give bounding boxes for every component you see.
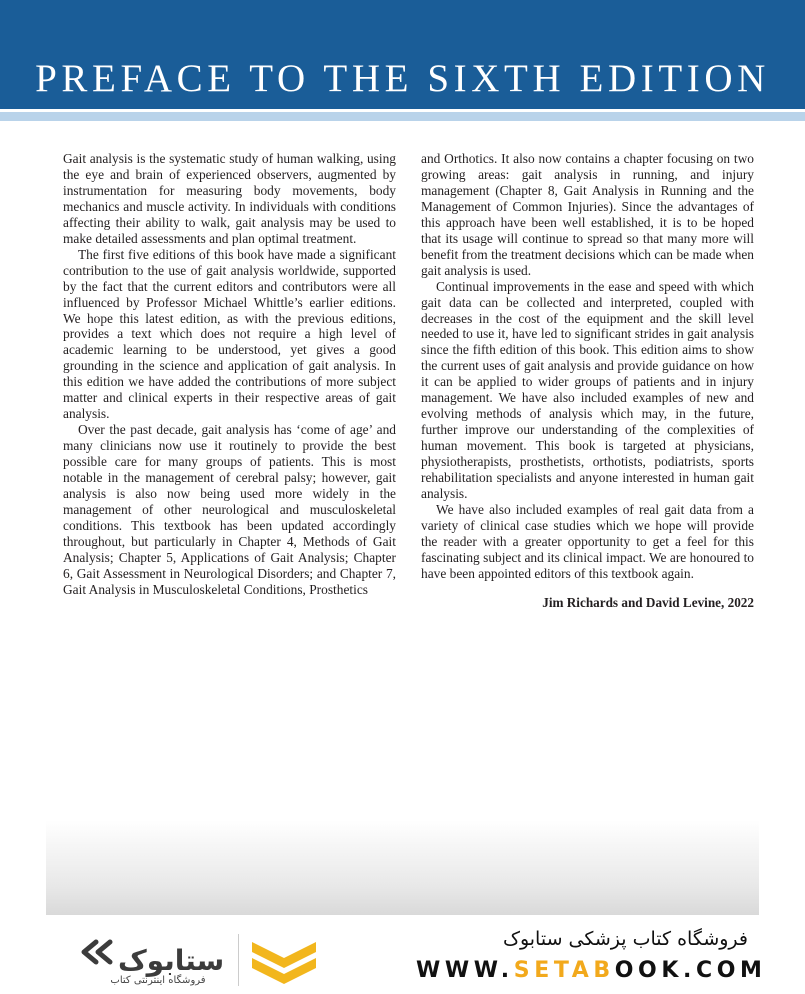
url-prefix: WWW. bbox=[416, 958, 514, 983]
paragraph-2: The first five editions of this book have made a significant contribution to the use of gait analysis worldwide, supported by the fact that the current editors and contributors were all influenced by Professor Michael Whittle’s earlier editions. We hope this latest edition, as with the previous editions, provides a text which does not require a high level of academic learning to be understood, yet gives a good grounding in the science and application of gait analysis. In this edition we have added the contributions of more subject matter and clinical experts in their respective areas of gait analysis. bbox=[63, 246, 396, 422]
store-url-link[interactable] bbox=[416, 958, 767, 983]
right-column bbox=[421, 151, 754, 611]
paragraph-5: We have also included examples of real gait data from a variety of clinical case studies which we hope will provide the reader with a greater opportunity to get a feel for this fascinating subject and its clinical impact. We are honoured to have been appointed editors of this textbook again. bbox=[421, 501, 754, 581]
url-suffix: OOK.COM bbox=[614, 958, 767, 983]
logo-subtitle: فروشگاه اینترنتی کتاب bbox=[110, 975, 206, 986]
store-name: فروشگاه کتاب پزشکی ستابوک bbox=[502, 928, 748, 950]
url-accent-b: B bbox=[593, 958, 615, 983]
paragraph-4: Continual improvements in the ease and speed with which gait data can be collected and interpreted, coupled with decreases in the cost of the equipment and the skill level needed to use it, have led to significant strides in gait analysis since the fifth edition of this book. This edition aims to show the current uses of gait analysis and provide guidance on how it can be applied to wider groups of patients and in injury management. We have also included examples of new and evolving methods of analysis which may, in the future, further improve our understanding of the complexities of human movement. This book is targeted at physicians, physiotherapists, prosthetists, orthotists, podiatrists, sports rehabilitation specialists and anyone interested in human gait analysis. bbox=[421, 278, 754, 502]
logo-divider bbox=[238, 934, 239, 986]
logo-wordmark: ستابوک bbox=[118, 944, 225, 977]
footer-fade bbox=[46, 820, 759, 915]
header-stripe bbox=[0, 112, 805, 121]
paragraph-3: Over the past decade, gait analysis has ‘come of age’ and many clinicians now use it routinely to provide the best possible care for many groups of patients. This is most notable in the management of cerebral palsy; however, gait analysis is also now being used more widely in the management of other neurological and musculoskeletal conditions. This textbook has been updated accordingly throughout, but particularly in Chapter 4, Methods of Gait Analysis; Chapter 5, Applications of Gait Analysis; Chapter 6, Gait Assessment in Neurological Disorders; and Chapter 7, Gait Analysis in Musculoskeletal Conditions, Prosthetics bbox=[63, 422, 396, 597]
left-column bbox=[63, 151, 396, 598]
paragraph-3-continued: and Orthotics. It also now contains a chapter focusing on two growing areas: gait analysis in running, and injury management (Chapter 8, Gait Analysis in Running and the Management of Common Injuries). Since the advantages of this approach have been well established, it is to be hoped that its usage will continue to spread so that many more will benefit from the treatment decisions which can be made when gait analysis is used. bbox=[421, 151, 754, 278]
url-accent-seta: SETA bbox=[513, 958, 594, 983]
signature: Jim Richards and David Levine, 2022 bbox=[542, 594, 754, 610]
paragraph-1: Gait analysis is the systematic study of human walking, using the eye and brain of experienced observers, augmented by instrumentation for measuring body movements, body mechanics and muscle activity. In individuals with conditions affecting their ability to walk, gait analysis may be used to make detailed assessments and plan optimal treatment. bbox=[63, 151, 396, 246]
page-title: PREFACE TO THE SIXTH EDITION bbox=[35, 57, 770, 100]
